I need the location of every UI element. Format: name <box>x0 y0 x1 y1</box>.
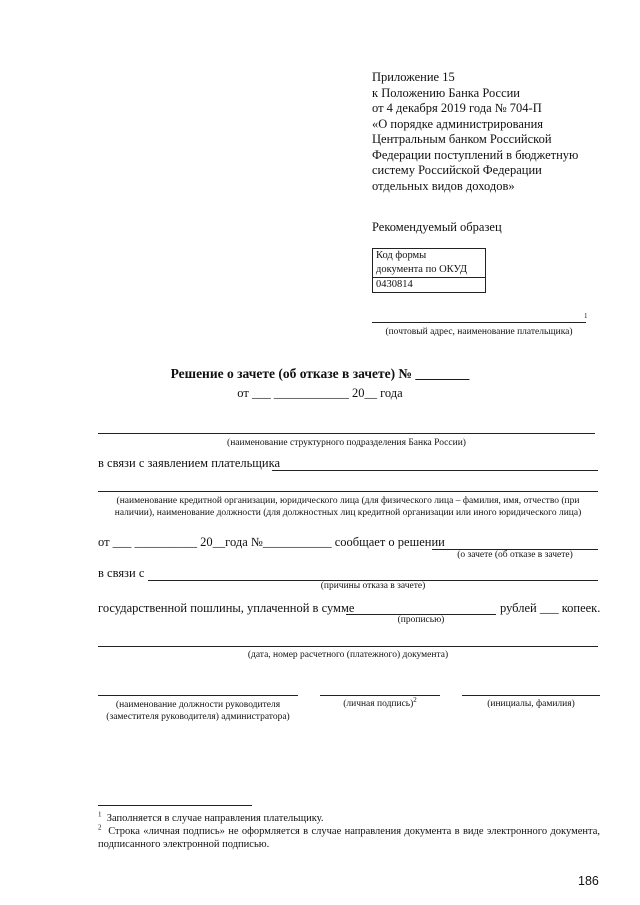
division-caption: (наименование структурного подразделения Банка России) <box>227 438 466 448</box>
position-caption-line: (наименование должности руководителя <box>115 700 281 710</box>
header-line: отдельных видов доходов» <box>372 178 515 193</box>
recommended-sample-label: Рекомендуемый образец <box>372 220 502 234</box>
signature-line <box>320 695 440 696</box>
okud-code-box <box>372 248 486 293</box>
duty-text-end: рублей ___ копеек. <box>500 601 601 615</box>
duty-text: государственной пошлины, уплаченной в сумме <box>98 601 355 615</box>
organization-caption-line: наличии), наименование должности (для должностных лиц кредитной организации или иного юридического лица) <box>114 508 582 518</box>
address-line <box>372 322 586 323</box>
initials-caption: (инициалы, фамилия) <box>487 699 575 709</box>
footnote-1 <box>98 812 600 825</box>
reason-caption: (причины отказа в зачете) <box>320 581 426 591</box>
header-line: систему Российской Федерации <box>372 163 542 177</box>
decision-text: от ___ __________ 20__года №___________ сообщает о решении <box>98 535 445 549</box>
position-caption <box>98 699 298 723</box>
payment-document-caption: (дата, номер расчетного (платежного) документа) <box>247 650 449 660</box>
appendix-header <box>372 70 578 194</box>
header-line: «О порядке администрирования <box>372 116 544 131</box>
footnote-separator <box>98 805 252 806</box>
footnote-2-text: Строка «личная подпись» не оформляется в случае направления документа в виде электронного документа, подписанного электронной подписью. <box>98 826 600 850</box>
statement-line <box>272 470 598 471</box>
reason-label: в связи с <box>98 566 145 580</box>
signature-caption-text: (личная подпись) <box>343 699 414 709</box>
page-number: 186 <box>578 874 599 888</box>
footnote-2 <box>98 825 600 851</box>
organization-caption-line: (наименование кредитной организации, юридического лица (для физического лица – фамилия, имя, отчество (при <box>116 496 580 506</box>
statement-label: в связи с заявлением плательщика <box>98 456 281 470</box>
initials-line <box>462 695 600 696</box>
decision-caption: (о зачете (об отказе в зачете) <box>457 550 573 560</box>
document-title: Решение о зачете (об отказе в зачете) № ________ <box>170 366 470 381</box>
header-line: Федерации поступлений в бюджетную <box>372 147 579 162</box>
position-caption-line: (заместителя руководителя) администратора) <box>106 712 290 722</box>
okud-label-2: документа по ОКУД <box>376 264 467 275</box>
position-line <box>98 695 298 696</box>
address-footnote-mark: 1 <box>584 312 588 320</box>
header-line: к Положению Банка России <box>372 85 520 100</box>
division-line <box>98 433 595 434</box>
okud-label-1: Код формы <box>376 250 427 261</box>
header-line: Приложение 15 <box>372 70 455 84</box>
signature-caption <box>320 695 440 709</box>
words-caption: (прописью) <box>397 615 445 625</box>
signature-footnote-mark: 2 <box>413 695 417 704</box>
document-date: от ___ ____________ 20__ года <box>237 386 403 400</box>
header-line: от 4 декабря 2019 года № 704-П <box>372 101 542 115</box>
payment-document-line <box>98 646 598 647</box>
organization-caption <box>98 495 598 519</box>
organization-line <box>98 491 598 492</box>
address-caption: (почтовый адрес, наименование плательщика) <box>385 327 573 337</box>
footnote-1-mark: 1 <box>98 810 102 819</box>
footnote-1-text: Заполняется в случае направления плательщику. <box>106 813 324 824</box>
okud-code: 0430814 <box>373 277 485 292</box>
footnote-2-mark: 2 <box>98 823 102 832</box>
header-line: Центральным банком Российской <box>372 132 552 146</box>
